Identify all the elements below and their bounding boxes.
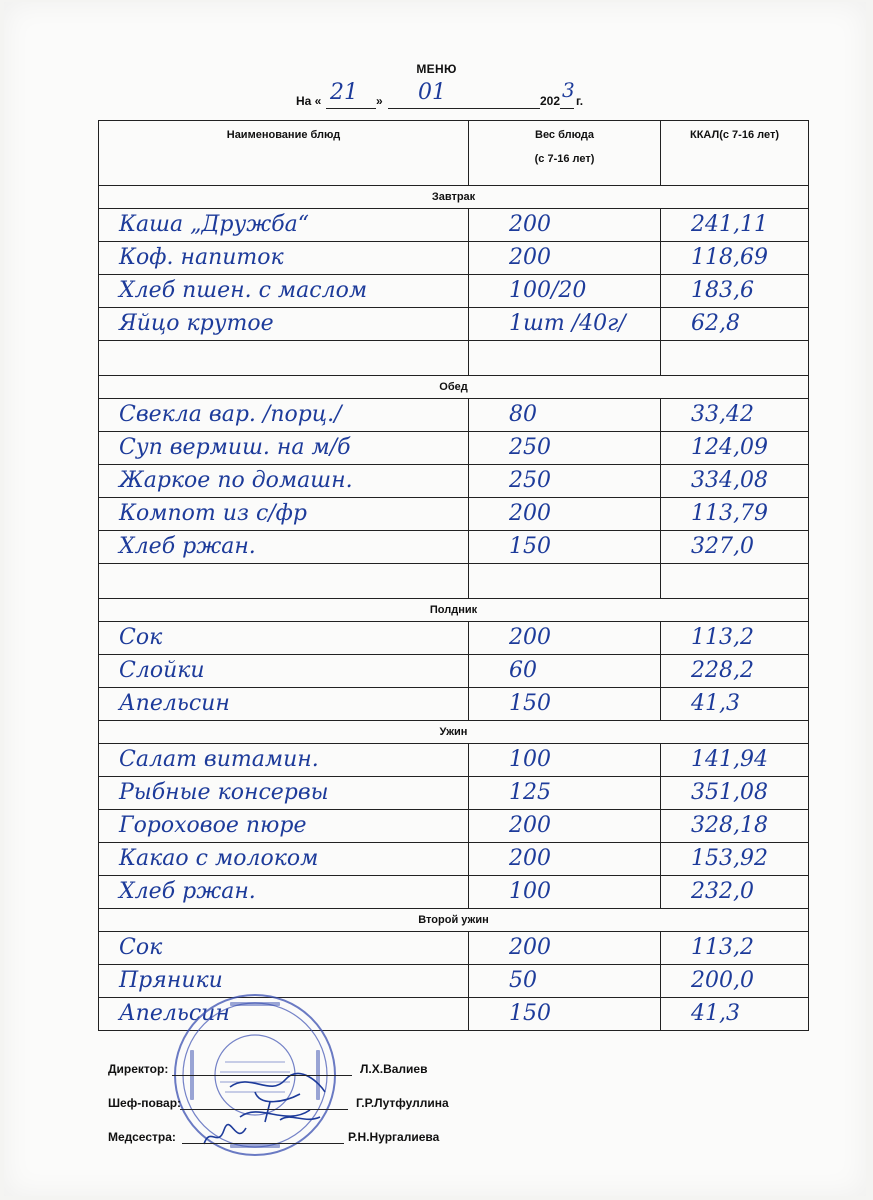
menu-title: МЕНЮ xyxy=(416,62,457,76)
section-title: Завтрак xyxy=(99,186,809,209)
day-underline xyxy=(326,108,376,109)
col-kcal-header: ККАЛ(с 7-16 лет) xyxy=(661,121,809,186)
director-sign-line xyxy=(172,1075,352,1076)
table-row xyxy=(99,622,809,655)
dish-name: Свекла вар. /порц./ xyxy=(99,399,469,432)
dish-weight: 1шт /40г/ xyxy=(469,308,661,341)
dish-kcal: 113,2 xyxy=(661,622,809,655)
dish-kcal: 232,0 xyxy=(661,876,809,909)
nurse-signature xyxy=(200,1118,250,1152)
dish-kcal: 241,11 xyxy=(661,209,809,242)
director-name: Л.Х.Валиев xyxy=(360,1062,428,1076)
blank-row xyxy=(99,341,809,376)
menu-table xyxy=(98,120,809,1031)
table-row xyxy=(99,275,809,308)
dish-name: Какао с молоком xyxy=(99,843,469,876)
dish-weight: 150 xyxy=(469,998,661,1031)
col-weight-line1: Вес блюда xyxy=(535,129,594,141)
section-row xyxy=(99,186,809,209)
date-month: 01 xyxy=(418,80,446,105)
date-mid: » xyxy=(376,94,383,108)
dish-kcal: 183,6 xyxy=(661,275,809,308)
year-prefix: 202 xyxy=(540,94,561,108)
dish-weight: 200 xyxy=(469,242,661,275)
table-row xyxy=(99,209,809,242)
table-row xyxy=(99,308,809,341)
year-digit: 3 xyxy=(562,78,575,102)
chef-role: Шеф-повар: xyxy=(108,1096,182,1110)
dish-kcal: 153,92 xyxy=(661,843,809,876)
dish-name: Слойки xyxy=(99,655,469,688)
dish-weight: 100 xyxy=(469,744,661,777)
chef-sign-line xyxy=(180,1109,348,1110)
dish-weight: 100/20 xyxy=(469,275,661,308)
year-suffix: г. xyxy=(576,94,584,108)
col-name-header: Наименование блюд xyxy=(99,121,469,186)
table-row xyxy=(99,531,809,564)
dish-kcal: 113,79 xyxy=(661,498,809,531)
table-row xyxy=(99,810,809,843)
dish-name: Компот из с/фр xyxy=(99,498,469,531)
section-row xyxy=(99,721,809,744)
dish-kcal: 62,8 xyxy=(661,308,809,341)
blank-cell xyxy=(661,564,809,599)
section-title: Полдник xyxy=(99,599,809,622)
section-title: Ужин xyxy=(99,721,809,744)
dish-weight: 60 xyxy=(469,655,661,688)
table-row xyxy=(99,655,809,688)
section-row xyxy=(99,909,809,932)
blank-cell xyxy=(661,341,809,376)
table-row xyxy=(99,242,809,275)
table-row xyxy=(99,399,809,432)
section-title: Обед xyxy=(99,376,809,399)
blank-cell xyxy=(469,564,661,599)
dish-kcal: 351,08 xyxy=(661,777,809,810)
director-role: Директор: xyxy=(108,1062,169,1076)
dish-name: Коф. напиток xyxy=(99,242,469,275)
dish-kcal: 228,2 xyxy=(661,655,809,688)
dish-kcal: 327,0 xyxy=(661,531,809,564)
dish-weight: 200 xyxy=(469,932,661,965)
dish-kcal: 118,69 xyxy=(661,242,809,275)
dish-name: Гороховое пюре xyxy=(99,810,469,843)
col-weight-header xyxy=(469,121,661,186)
dish-name: Хлеб ржан. xyxy=(99,876,469,909)
dish-name: Салат витамин. xyxy=(99,744,469,777)
section-title: Второй ужин xyxy=(99,909,809,932)
dish-name: Суп вермиш. на м/б xyxy=(99,432,469,465)
dish-name: Хлеб пшен. с маслом xyxy=(99,275,469,308)
date-line xyxy=(296,78,616,108)
dish-weight: 250 xyxy=(469,465,661,498)
dish-weight: 250 xyxy=(469,432,661,465)
dish-kcal: 141,94 xyxy=(661,744,809,777)
dish-kcal: 33,42 xyxy=(661,399,809,432)
table-row xyxy=(99,744,809,777)
section-row xyxy=(99,376,809,399)
dish-weight: 100 xyxy=(469,876,661,909)
dish-kcal: 334,08 xyxy=(661,465,809,498)
blank-row xyxy=(99,564,809,599)
nurse-name: Р.Н.Нургалиева xyxy=(348,1130,440,1144)
date-day: 21 xyxy=(330,80,358,105)
table-row xyxy=(99,465,809,498)
section-row xyxy=(99,599,809,622)
dish-kcal: 41,3 xyxy=(661,688,809,721)
chef-name: Г.Р.Лутфуллина xyxy=(356,1096,449,1110)
dish-kcal: 113,2 xyxy=(661,932,809,965)
dish-name: Жаркое по домашн. xyxy=(99,465,469,498)
nurse-sign-line xyxy=(182,1143,344,1144)
dish-name: Хлеб ржан. xyxy=(99,531,469,564)
dish-weight: 50 xyxy=(469,965,661,998)
table-header xyxy=(99,121,809,186)
dish-name: Апельсин xyxy=(99,688,469,721)
table-row xyxy=(99,432,809,465)
dish-weight: 200 xyxy=(469,622,661,655)
dish-weight: 150 xyxy=(469,531,661,564)
blank-cell xyxy=(99,564,469,599)
dish-kcal: 41,3 xyxy=(661,998,809,1031)
dish-kcal: 200,0 xyxy=(661,965,809,998)
dish-weight: 200 xyxy=(469,843,661,876)
date-prefix: На « xyxy=(296,94,322,108)
table-row xyxy=(99,688,809,721)
dish-name: Яйцо крутое xyxy=(99,308,469,341)
dish-name: Рыбные консервы xyxy=(99,777,469,810)
table-row xyxy=(99,932,809,965)
dish-name: Каша „Дружба“ xyxy=(99,209,469,242)
dish-name: Пряники xyxy=(99,965,469,998)
dish-weight: 200 xyxy=(469,810,661,843)
dish-weight: 200 xyxy=(469,209,661,242)
dish-weight: 150 xyxy=(469,688,661,721)
dish-kcal: 124,09 xyxy=(661,432,809,465)
year-underline xyxy=(560,108,574,109)
dish-kcal: 328,18 xyxy=(661,810,809,843)
table-row xyxy=(99,876,809,909)
table-row xyxy=(99,777,809,810)
dish-name: Апельсин xyxy=(99,998,469,1031)
dish-weight: 125 xyxy=(469,777,661,810)
dish-weight: 80 xyxy=(469,399,661,432)
table-row xyxy=(99,843,809,876)
month-underline xyxy=(388,108,540,109)
table-row xyxy=(99,498,809,531)
blank-cell xyxy=(469,341,661,376)
blank-cell xyxy=(99,341,469,376)
dish-name: Сок xyxy=(99,622,469,655)
col-weight-line2: (с 7-16 лет) xyxy=(534,153,595,165)
dish-weight: 200 xyxy=(469,498,661,531)
nurse-role: Медсестра: xyxy=(108,1130,176,1144)
dish-name: Сок xyxy=(99,932,469,965)
